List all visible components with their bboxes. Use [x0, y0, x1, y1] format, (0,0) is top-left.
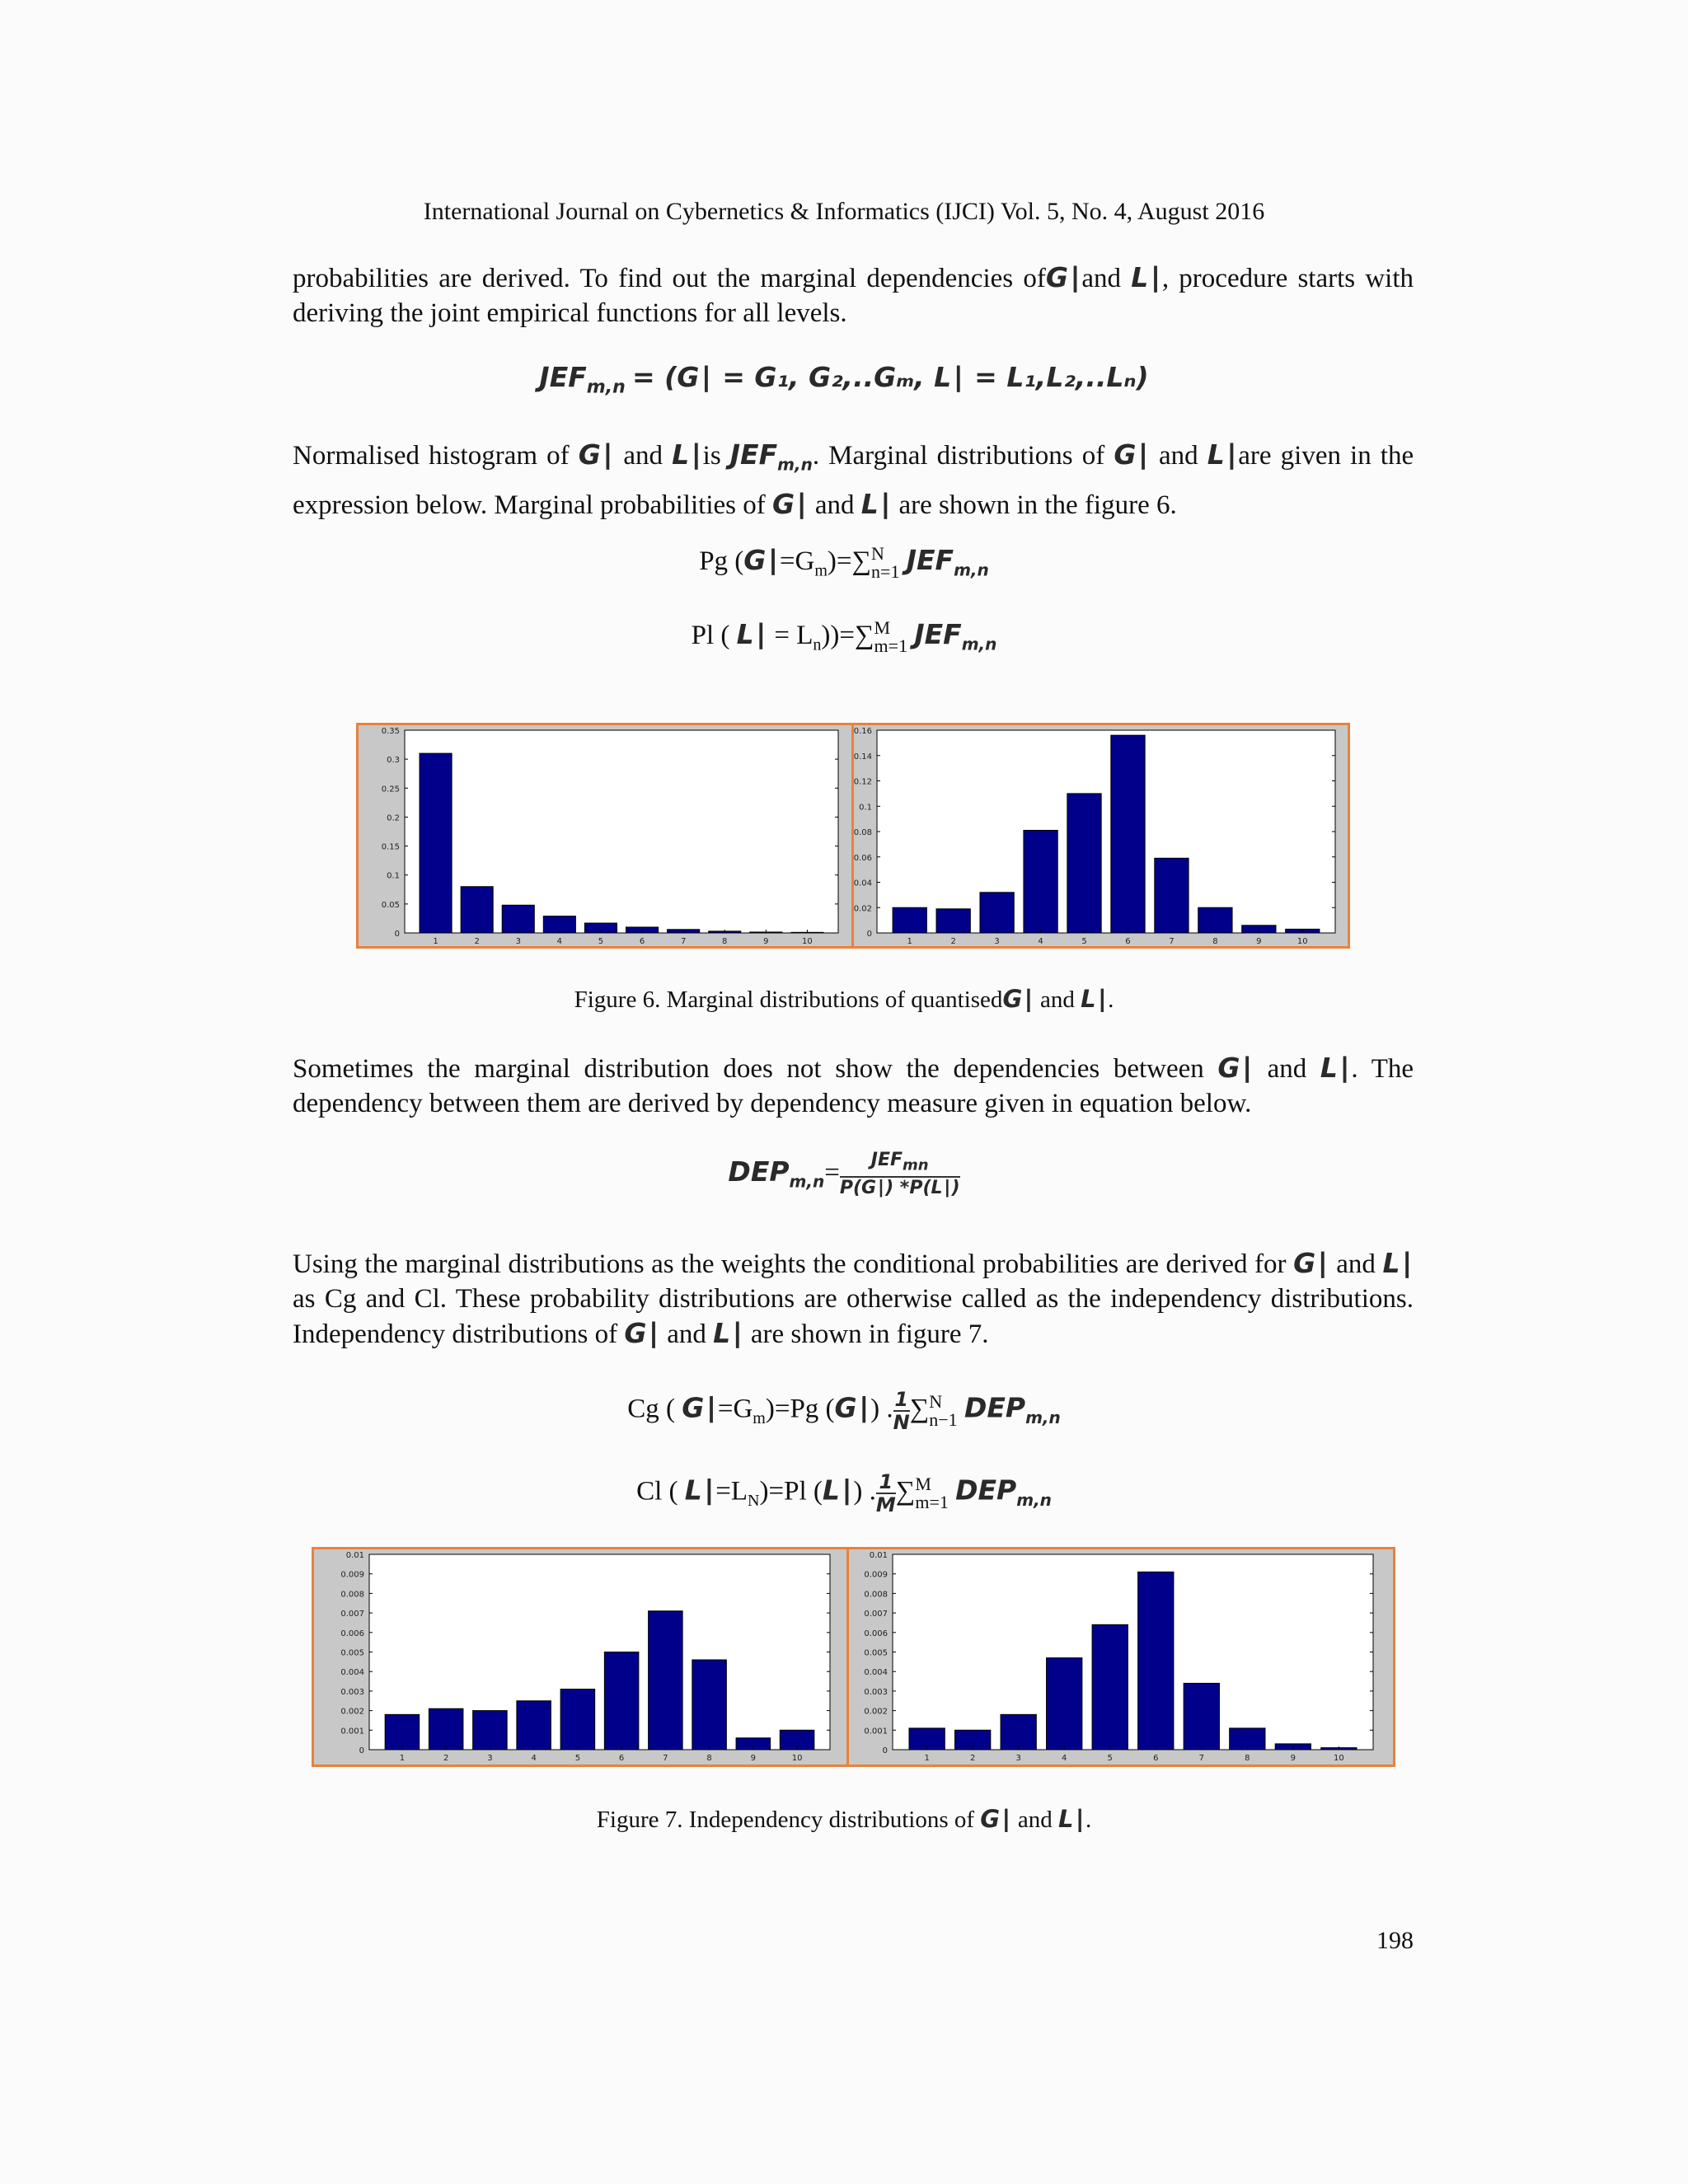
fig6-caption-text-2: and: [1040, 987, 1075, 1013]
x-tick-label: 2: [443, 1754, 449, 1763]
paragraph-4: [293, 1246, 1414, 1352]
y-tick-label: 0: [882, 1746, 888, 1755]
x-tick-label: 5: [1081, 937, 1087, 946]
symbol-g: G∣: [1217, 1052, 1254, 1084]
figure-6-right-panel: [851, 723, 1350, 949]
chart-independency-l: [849, 1549, 1393, 1765]
bar: [1092, 1624, 1128, 1750]
x-tick-label: 6: [1125, 937, 1131, 946]
eq2-mid-sub: m: [814, 561, 828, 580]
eq2-post: )=∑: [827, 546, 872, 576]
x-tick-label: 3: [994, 937, 1000, 946]
symbol-l: L∣: [684, 1474, 716, 1507]
para2-text-1: Normalised histogram of: [293, 441, 570, 471]
bar: [560, 1690, 595, 1750]
eq6-sum-up: M: [915, 1474, 931, 1494]
y-tick-label: 0.004: [864, 1668, 888, 1678]
eq4-den: P(G∣) *P(L∣): [839, 1178, 960, 1199]
y-tick-label: 0.12: [854, 777, 872, 787]
x-tick-label: 7: [663, 1754, 668, 1763]
eq6-dep: DEP: [955, 1474, 1017, 1507]
eq5-pre: Cg (: [627, 1394, 682, 1424]
y-tick-label: 0.004: [340, 1668, 364, 1678]
x-tick-label: 4: [1062, 1754, 1067, 1763]
x-tick-label: 8: [1212, 937, 1218, 946]
journal-header: International Journal on Cybernetics & Informatics (IJCI) Vol. 5, No. 4, August 2016: [423, 198, 1265, 225]
equation-cg: [0, 1389, 1688, 1433]
plot-area: [877, 730, 1335, 933]
bar: [420, 753, 452, 933]
eq6-frac-den: M: [875, 1493, 896, 1516]
symbol-g: G∣: [682, 1391, 718, 1424]
chart-independency-g: [314, 1549, 846, 1765]
y-tick-label: 0.01: [345, 1551, 364, 1560]
x-tick-label: 9: [1256, 937, 1262, 946]
bar: [385, 1714, 420, 1750]
x-tick-label: 1: [399, 1754, 406, 1763]
x-tick-label: 7: [680, 937, 687, 946]
x-tick-label: 2: [950, 937, 956, 946]
eq3-sum-low: m=1: [874, 635, 908, 657]
y-tick-label: 0: [866, 930, 872, 939]
page-number: 198: [1376, 1927, 1414, 1954]
chart-marginal-g: [359, 725, 851, 946]
eq6-sum-low: m=1: [915, 1492, 949, 1512]
para4-text-1: Using the marginal distributions as the weights the conditional probabilities are derived for: [293, 1249, 1287, 1279]
symbol-l: L∣: [1131, 261, 1162, 293]
y-tick-label: 0.008: [864, 1590, 888, 1600]
eq5-frac-num: 1: [894, 1388, 909, 1411]
bar: [461, 887, 493, 933]
y-tick-label: 0.003: [340, 1687, 364, 1697]
x-tick-label: 5: [1107, 1754, 1113, 1763]
fig7-caption-text-1: Figure 7. Independency distributions of: [596, 1807, 975, 1833]
y-tick-label: 0.009: [864, 1570, 888, 1580]
eq4-dep: DEP: [728, 1155, 790, 1188]
eq3-mid: = L: [767, 621, 814, 650]
x-tick-label: 2: [474, 937, 480, 946]
y-tick-label: 0.16: [854, 727, 872, 736]
bar: [692, 1660, 727, 1750]
x-tick-label: 9: [1290, 1754, 1296, 1763]
symbol-g: G∣: [980, 1805, 1012, 1833]
equation-dep: [0, 1150, 1688, 1199]
x-tick-label: 10: [1296, 937, 1308, 946]
para3-text-3: . The dependency between them are derived by dependency measure given in equation below.: [293, 1054, 1414, 1118]
symbol-l: L∣: [822, 1474, 854, 1507]
eq4-num-sub: mn: [903, 1156, 929, 1174]
symbol-g: G∣: [1293, 1247, 1329, 1279]
equation-cl: [0, 1471, 1688, 1516]
y-tick-label: 0.008: [340, 1590, 364, 1600]
eq2-sum-up: N: [871, 543, 884, 565]
eq5-sum-up: N: [929, 1391, 943, 1412]
x-tick-label: 1: [907, 937, 912, 946]
eq3-mid-sub: n: [813, 635, 822, 654]
eq3-post: ))=∑: [821, 621, 874, 650]
symbol-l: L∣: [713, 1317, 744, 1349]
eq3-sum-up: M: [874, 617, 891, 639]
bar: [980, 893, 1014, 933]
y-tick-label: 0.04: [854, 879, 872, 888]
bar: [517, 1701, 551, 1750]
eq5-post1: )=Pg (: [765, 1394, 835, 1424]
eq2-mid: =G: [779, 546, 815, 576]
eq5-mid: =G: [717, 1394, 753, 1424]
paragraph-3: [293, 1051, 1414, 1121]
bar: [502, 905, 534, 933]
para4-text-5: are shown in figure 7.: [750, 1319, 989, 1349]
figure-6-caption: [0, 985, 1688, 1014]
bar: [649, 1611, 683, 1750]
bar: [936, 909, 970, 933]
symbol-g: G∣: [771, 487, 809, 520]
para4-text-2: and: [1336, 1249, 1376, 1279]
y-tick-label: 0.009: [340, 1570, 364, 1580]
eq6-frac-num: 1: [876, 1471, 896, 1494]
x-tick-label: 6: [1153, 1754, 1159, 1763]
figure-7-left-panel: [312, 1547, 849, 1767]
symbol-g: G∣: [1114, 438, 1150, 471]
x-tick-label: 8: [1245, 1754, 1250, 1763]
paragraph-1: [293, 260, 1414, 330]
eq2-sub: m,n: [954, 560, 989, 580]
x-tick-label: 3: [1015, 1754, 1021, 1763]
eq6-fraction: [876, 1471, 896, 1516]
eq5-dep: DEP: [964, 1391, 1026, 1424]
symbol-jef-sub: m,n: [777, 454, 813, 475]
figure-7-right-panel: [846, 1547, 1395, 1767]
y-tick-label: 0.002: [340, 1707, 364, 1717]
x-tick-label: 5: [574, 1754, 581, 1763]
y-tick-label: 0.15: [381, 842, 400, 852]
bar: [893, 907, 926, 933]
eq4-fraction: [840, 1150, 960, 1199]
para2-text-8: are shown in the figure 6.: [898, 490, 1177, 520]
y-tick-label: 0.007: [864, 1610, 888, 1619]
symbol-g: G∣: [1045, 261, 1082, 293]
eq5-mid-sub: m: [753, 1409, 766, 1428]
eq4-eq: =: [824, 1157, 840, 1188]
y-tick-label: 0.001: [340, 1727, 364, 1736]
y-tick-label: 0.007: [340, 1610, 364, 1619]
x-tick-label: 9: [763, 937, 769, 946]
y-tick-label: 0.001: [864, 1727, 888, 1736]
eq2-pre: Pg (: [699, 546, 744, 576]
x-tick-label: 10: [1333, 1754, 1344, 1763]
eq5-sum: ∑: [909, 1394, 930, 1424]
para2-text-3: is: [702, 441, 721, 471]
eq5-post2: ) .: [870, 1394, 893, 1424]
x-tick-label: 10: [802, 937, 813, 946]
para1-text-1: probabilities are derived. To find out the marginal dependencies of: [293, 264, 1046, 293]
symbol-g: G∣: [743, 544, 780, 576]
y-tick-label: 0.06: [854, 853, 872, 863]
symbol-g: G∣: [834, 1391, 871, 1424]
bar: [1155, 858, 1189, 933]
para4-text-3: as Cg and Cl. These probability distributions are otherwise called as the independency distributions. Independency distributions of: [293, 1284, 1414, 1349]
symbol-jef: JEF: [729, 438, 778, 471]
symbol-g: G∣: [578, 438, 615, 471]
para3-text-1: Sometimes the marginal distribution does not show the dependencies between: [293, 1054, 1204, 1084]
eq6-post1: )=Pl (: [759, 1476, 823, 1507]
para4-text-4: and: [667, 1319, 706, 1349]
x-tick-label: 1: [433, 937, 438, 946]
eq5-fraction: [893, 1389, 910, 1433]
fig6-caption-text-1: Figure 6. Marginal distributions of quantised: [574, 987, 1003, 1013]
bar: [1024, 830, 1057, 933]
para1-text-3: , procedure starts with deriving the joint empirical functions for all levels.: [293, 264, 1414, 328]
x-tick-label: 4: [1038, 937, 1043, 946]
eq2-sum-low: n=1: [871, 561, 900, 583]
paragraph-2: [293, 435, 1414, 525]
para2-text-5: and: [1159, 441, 1198, 471]
y-tick-label: 0.005: [340, 1648, 364, 1658]
fig7-caption-text-3: .: [1085, 1807, 1092, 1833]
bar: [1067, 794, 1101, 933]
bar: [1184, 1683, 1219, 1750]
eq6-pre: Cl (: [636, 1476, 685, 1507]
bar: [1111, 735, 1145, 933]
y-tick-label: 0.05: [381, 900, 400, 910]
eq2-jef: JEF: [906, 544, 954, 576]
equation-jef: [0, 361, 1688, 398]
x-tick-label: 3: [487, 1754, 493, 1763]
para1-text-2: and: [1081, 264, 1122, 293]
eq5-frac-den: N: [893, 1411, 910, 1434]
symbol-l: L∣: [1320, 1052, 1352, 1084]
x-tick-label: 8: [722, 937, 728, 946]
bar: [604, 1652, 639, 1750]
symbol-g: G∣: [624, 1317, 660, 1349]
bar: [1047, 1658, 1082, 1750]
symbol-l: L∣: [1207, 438, 1239, 471]
eq6-sum: ∑: [895, 1476, 916, 1507]
y-tick-label: 0.3: [387, 756, 400, 766]
para2-text-6: are given in the expression below. Marginal probabilities of: [293, 441, 1414, 520]
para3-text-2: and: [1267, 1054, 1307, 1084]
figure-6-left-panel: [356, 723, 854, 949]
fig7-caption-text-2: and: [1017, 1807, 1053, 1833]
eq1-rhs: = (G∣ = G₁, G₂,..Gₘ, L∣ = L₁,L₂,..Lₙ): [632, 361, 1149, 393]
y-tick-label: 0.2: [387, 813, 400, 823]
bar: [1138, 1572, 1174, 1750]
symbol-l: L∣: [1081, 985, 1109, 1013]
eq6-mid-sub: N: [748, 1492, 760, 1511]
eq6-sub: m,n: [1016, 1490, 1052, 1511]
x-tick-label: 4: [556, 937, 563, 946]
eq3-pre: Pl (: [691, 621, 737, 650]
equation-pg: [0, 544, 1688, 581]
para2-text-2: and: [623, 441, 663, 471]
x-tick-label: 7: [1169, 937, 1175, 946]
bar: [1001, 1714, 1036, 1750]
figure-7-caption: [0, 1805, 1688, 1834]
symbol-l: L∣: [1057, 1805, 1085, 1833]
y-tick-label: 0.14: [854, 752, 872, 762]
y-tick-label: 0: [359, 1746, 364, 1755]
y-tick-label: 0.1: [387, 871, 400, 881]
y-tick-label: 0.002: [864, 1707, 888, 1717]
symbol-l: L∣: [672, 438, 703, 471]
y-tick-label: 0.08: [854, 828, 872, 837]
x-tick-label: 7: [1198, 1754, 1204, 1763]
x-tick-label: 6: [639, 937, 645, 946]
para2-text-4: . Marginal distributions of: [812, 441, 1105, 471]
eq5-sub: m,n: [1025, 1408, 1061, 1428]
plot-area: [893, 1554, 1373, 1750]
eq6-post2: ) .: [853, 1476, 876, 1507]
eq1-sub: m,n: [586, 377, 626, 398]
eq6-mid: =L: [715, 1476, 748, 1507]
y-tick-label: 0.006: [864, 1629, 888, 1638]
para2-text-7: and: [814, 490, 855, 520]
eq3-sub: m,n: [961, 634, 997, 654]
equation-pl: [0, 618, 1688, 655]
x-tick-label: 5: [598, 937, 604, 946]
x-tick-label: 4: [531, 1754, 537, 1763]
x-tick-label: 1: [924, 1754, 930, 1763]
x-tick-label: 9: [750, 1754, 757, 1763]
y-tick-label: 0: [394, 930, 400, 939]
y-tick-label: 0.02: [854, 904, 872, 914]
eq4-num: JEF: [870, 1150, 903, 1170]
bar: [1198, 907, 1232, 933]
fig6-caption-text-3: .: [1108, 987, 1114, 1013]
y-tick-label: 0.005: [864, 1648, 888, 1658]
eq1-jef: JEF: [539, 361, 587, 393]
symbol-l: L∣: [860, 487, 893, 520]
eq5-sum-low: n−1: [929, 1409, 958, 1430]
symbol-l: L∣: [736, 618, 768, 650]
bar: [473, 1711, 508, 1750]
y-tick-label: 0.01: [869, 1551, 888, 1560]
bar: [429, 1708, 463, 1750]
eq4-sub: m,n: [789, 1171, 825, 1192]
x-tick-label: 6: [618, 1754, 625, 1763]
chart-marginal-l: [854, 725, 1348, 946]
eq3-jef: JEF: [914, 618, 962, 650]
y-tick-label: 0.25: [381, 785, 400, 794]
y-tick-label: 0.006: [340, 1629, 364, 1638]
x-tick-label: 3: [515, 937, 521, 946]
symbol-l: L∣: [1382, 1247, 1414, 1279]
y-tick-label: 0.35: [381, 727, 400, 736]
x-tick-label: 10: [791, 1754, 803, 1763]
y-tick-label: 0.1: [859, 803, 872, 813]
symbol-g: G∣: [1002, 985, 1034, 1013]
x-tick-label: 2: [969, 1754, 976, 1763]
y-tick-label: 0.003: [864, 1687, 888, 1697]
x-tick-label: 8: [706, 1754, 712, 1763]
